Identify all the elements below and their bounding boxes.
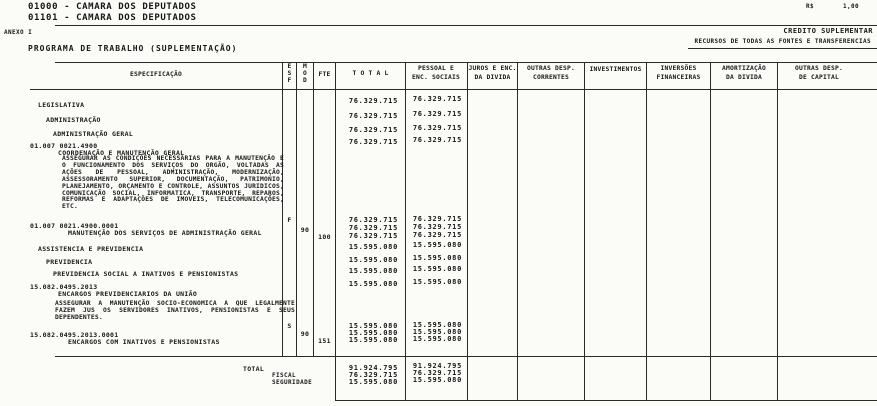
credit-type-label: CREDITO SUPLEMENTAR xyxy=(783,27,873,35)
col-sep-inversoes xyxy=(646,62,647,400)
totals-pessoal-geral: 91.924.795 xyxy=(412,362,462,370)
colhead-outras-capital-line1: OUTRAS DESP. xyxy=(795,65,843,72)
col-sep-investimentos xyxy=(584,62,585,400)
org-code-line1: 01000 - CAMARA DOS DEPUTADOS xyxy=(28,2,197,12)
table-headrow-rule xyxy=(30,89,877,90)
totals-total-fiscal: 76.329.715 xyxy=(348,371,398,379)
colhead-mod-m: M xyxy=(303,63,307,70)
program-title: PROGRAMA DE TRABALHO (SUPLEMENTAÇÃO) xyxy=(28,44,238,53)
colhead-investimentos: INVESTIMENTOS xyxy=(589,66,642,73)
amount-pessoal-manutencao-2: 76.329.715 xyxy=(412,223,462,231)
table-total-rule xyxy=(55,356,877,357)
table-top-rule xyxy=(55,62,877,63)
totals-pessoal-fiscal: 76.329.715 xyxy=(412,369,462,377)
row-label-administracao-geral: ADMINISTRAÇÃO GERAL xyxy=(53,130,134,138)
amount-pessoal-previdencia-social: 15.595.080 xyxy=(412,265,462,273)
colhead-amortizacao-line1: AMORTIZAÇÃO xyxy=(722,65,766,72)
row-name-encargos-previdenciarios: ENCARGOS PREVIDENCIARIOS DA UNIÃO xyxy=(58,290,198,298)
colhead-total: T O T A L xyxy=(352,70,389,77)
org-code-line2: 01101 - CAMARA DOS DEPUTADOS xyxy=(28,13,197,23)
amount-total-previdencia-social: 15.595.080 xyxy=(348,267,398,275)
esf-encargos-inativos: S xyxy=(287,322,292,330)
currency-unit: R$ xyxy=(806,3,815,10)
col-sep-outras-capital xyxy=(777,62,778,400)
row-label-assistencia-previdencia: ASSISTENCIA E PREVIDENCIA xyxy=(38,245,144,253)
amount-total-coordenacao: 76.329.715 xyxy=(348,138,398,146)
row-code-encargos-previdenciarios: 15.082.0495.2013 xyxy=(30,283,98,291)
col-sep-outras-correntes xyxy=(517,62,518,400)
amount-pessoal-administracao: 76.329.715 xyxy=(412,110,462,118)
colhead-pessoal-line1: PESSOAL E xyxy=(418,65,454,72)
col-sep-juros xyxy=(467,62,468,400)
colhead-outras-correntes-line1: OUTRAS DESP. xyxy=(527,65,575,72)
row-code-coordenacao: 01.007 0021.4900 xyxy=(30,142,98,150)
colhead-outras-capital-line2: DE CAPITAL xyxy=(799,74,839,81)
colhead-esf-f: F xyxy=(287,77,292,84)
amount-total-administracao: 76.329.715 xyxy=(348,112,398,120)
amount-pessoal-encargos-previdenciarios: 15.595.080 xyxy=(412,278,462,286)
amount-pessoal-administracao-geral: 76.329.715 xyxy=(412,124,462,132)
amount-total-manutencao-3: 76.329.715 xyxy=(348,232,398,240)
amount-pessoal-manutencao-3: 76.329.715 xyxy=(412,231,462,239)
amount-pessoal-legislativa: 76.329.715 xyxy=(412,95,462,103)
colhead-juros-line1: JUROS E ENC. xyxy=(468,65,517,72)
currency-value: 1,00 xyxy=(843,3,860,10)
colhead-amortizacao-line2: DA DIVIDA xyxy=(726,74,762,81)
amount-total-manutencao-1: 76.329.715 xyxy=(348,216,398,224)
fte-manutencao-servicos: 100 xyxy=(318,233,331,241)
header-rule-top xyxy=(55,25,877,26)
totals-total-seguridade: 15.595.080 xyxy=(348,378,398,386)
amount-total-manutencao-2: 76.329.715 xyxy=(348,224,398,232)
colhead-fte: FTE xyxy=(318,71,331,78)
colhead-inversoes-line2: FINANCEIRAS xyxy=(656,74,701,81)
esf-manutencao-servicos: F xyxy=(287,216,292,224)
colhead-inversoes-line1: INVERSÕES xyxy=(660,65,697,72)
row-description-coordenacao: ASSEGURAR AS CONDIÇÕES NECESSARIAS PARA A MANUTENÇÃO E O FUNCIONAMENTO DOS SERVIÇOS DO ORGÃO, VOLTADAS AS AÇÕES DE PESSOAL, ADMINISTRAÇÃO, MODERNIZAÇÃO, ASSESSORAMENTO SUPERIOR, DOCUMENTAÇÃO, PATRIMONIO, PLANEJAMENTO, ORÇAMENTO E CONTROLE, ASSUNTOS JURIDICOS, COMUNICAÇÃO SOCIAL, INFORMATICA, TRANSPORTE, REPAROS, REFORMAS E ADAPTAÇÕES DE IMOVEIS, TELECOMUNICAÇÕES, ETC. xyxy=(62,155,284,211)
colhead-juros-line2: DA DIVIDA xyxy=(474,74,511,81)
amount-pessoal-encargos-inativos-1: 15.595.080 xyxy=(412,321,462,329)
colhead-especificacao: ESPECIFICAÇÃO xyxy=(130,71,182,78)
row-name-manutencao-servicos: MANUTENÇÃO DOS SERVIÇOS DE ADMINISTRAÇÃO GERAL xyxy=(68,229,262,237)
amount-pessoal-coordenacao: 76.329.715 xyxy=(412,136,462,144)
amount-pessoal-previdencia: 15.595.080 xyxy=(412,254,462,262)
colhead-outras-correntes-line2: CORRENTES xyxy=(533,74,569,81)
row-label-previdencia-social: PREVIDENCIA SOCIAL A INATIVOS E PENSIONISTAS xyxy=(53,270,239,278)
table-bottom-rule xyxy=(335,400,877,401)
colhead-mod-o: O xyxy=(303,70,307,77)
row-label-legislativa: LEGISLATIVA xyxy=(38,101,85,109)
amount-total-previdencia: 15.595.080 xyxy=(348,256,398,264)
fte-encargos-inativos: 151 xyxy=(318,337,331,345)
totals-total-geral: 91.924.795 xyxy=(348,364,398,372)
totals-fiscal-label: FISCAL xyxy=(272,372,297,379)
totals-pessoal-seguridade: 15.595.080 xyxy=(412,376,462,384)
amount-total-assistencia: 15.595.080 xyxy=(348,243,398,251)
row-name-encargos-inativos: ENCARGOS COM INATIVOS E PENSIONISTAS xyxy=(68,338,220,346)
amount-total-legislativa: 76.329.715 xyxy=(348,97,398,105)
amount-pessoal-assistencia: 15.595.080 xyxy=(412,241,462,249)
colhead-pessoal-line2: ENC. SOCIAIS xyxy=(412,74,460,81)
row-name-coordenacao: COORDENAÇÃO E MANUTENÇÃO GERAL xyxy=(58,149,185,157)
col-sep-amortizacao xyxy=(710,62,711,400)
amount-total-administracao-geral: 76.329.715 xyxy=(348,126,398,134)
resources-note: RECURSOS DE TODAS AS FONTES E TRANSFERENCIAS xyxy=(694,38,871,45)
totals-seguridade-label: SEGURIDADE xyxy=(272,379,313,386)
row-code-manutencao-servicos: 01.007 0021.4900.0001 xyxy=(30,222,119,230)
amount-total-encargos-previdenciarios: 15.595.080 xyxy=(348,280,398,288)
row-label-administracao: ADMINISTRAÇÃO xyxy=(46,116,101,124)
mod-manutencao-servicos: 90 xyxy=(300,226,310,234)
col-sep-fte xyxy=(313,62,314,357)
colhead-mod-d: D xyxy=(303,77,307,84)
row-description-encargos: ASSEGURAR A MANUTENÇÃO SOCIO-ECONOMICA A QUE LEGALMENTE FAZEM JUS OS SERVIDORES INATIVOS, PENSIONISTAS E SEUS DEPENDENTES. xyxy=(55,300,295,321)
header-rule-right xyxy=(688,48,877,49)
row-code-encargos-inativos: 15.082.0495.2013.0001 xyxy=(30,331,119,339)
amount-total-encargos-inativos-1: 15.595.080 xyxy=(348,322,398,330)
amount-total-encargos-inativos-3: 15.595.080 xyxy=(348,336,398,344)
amount-pessoal-manutencao-1: 76.329.715 xyxy=(412,215,462,223)
amount-pessoal-encargos-inativos-2: 15.595.080 xyxy=(412,328,462,336)
colhead-esf-e: E xyxy=(287,63,292,70)
amount-total-encargos-inativos-2: 15.595.080 xyxy=(348,329,398,337)
row-label-previdencia: PREVIDENCIA xyxy=(46,258,93,266)
anexo-label: ANEXO I xyxy=(4,29,33,36)
totals-label: TOTAL xyxy=(243,365,265,373)
amount-pessoal-encargos-inativos-3: 15.595.080 xyxy=(412,335,462,343)
colhead-esf-s: S xyxy=(287,70,292,77)
mod-encargos-inativos: 90 xyxy=(300,330,310,338)
col-sep-mod xyxy=(296,62,297,357)
